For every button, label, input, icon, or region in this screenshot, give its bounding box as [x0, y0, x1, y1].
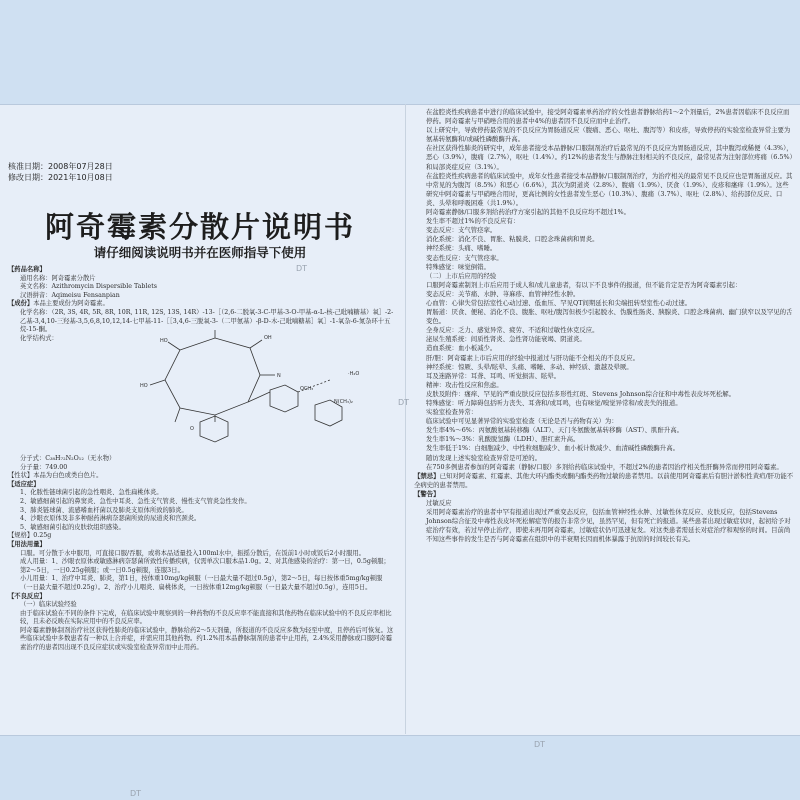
left-column-lower: [8, 455, 394, 653]
document-title: 阿奇霉素分散片说明书: [44, 210, 355, 244]
right-para-28: 发生率4%～6%：丙氨酸氨基转移酶（ALT）、天门冬氨酸氨基转移酶（AST）、肌酐升高。: [426, 426, 684, 435]
right-para-11: 特殊感觉：味觉倒错。: [426, 262, 490, 271]
section-warnings: 【警告】: [414, 489, 440, 498]
section-contraindications: 【禁忌】: [414, 471, 440, 480]
watermark: DT: [398, 398, 410, 407]
right-para-23: 精神：攻击性反应和焦虑。: [426, 380, 503, 389]
right-para-4: 在盆腔炎性疾病患者的临床试验中，成年女性患者接受本品静脉/口服制剂治疗，为治疗相关的最常见不良反应也是胃肠道反应。其中常见的为腹泻（8.5%）和恶心（6.6%），其次为阴道炎（2.8%）、腹痛（1.9%）、厌食（1.9%）、皮疹和瘙痒（1.9%）。这些研究中阿奇霉素与甲硝唑合用时，更高比例的女性患者发生恶心（10.3%）、腹痛（3.7%）、呕吐（2.8%）、给药部位反应、口炎、头晕和呼吸困难（共1.9%）。: [426, 171, 793, 207]
right-para-31: 随访发现上述实验室检查异常是可逆的。: [426, 453, 542, 462]
molecular-formula: 分子式：C₃₈H₇₂N₂O₁₂（无水物）: [20, 455, 116, 462]
right-para-10: 变态性反应：支气管痉挛。: [426, 253, 503, 262]
document-dates: [8, 161, 113, 183]
approval-date: 核准日期：2008年07月28日: [8, 162, 113, 171]
usage-1: 口服。可分散于水中服用，可直接口服/吞服，或将本品适量投入100ml水中，振摇分散后，在饭前1小时或饭后2小时服用。: [20, 549, 365, 557]
indication-4: 4、沙眼衣原体及非多种耐药淋病奈瑟菌所致的尿道炎和宫颈炎。: [20, 515, 201, 523]
adverse-3: 阿奇霉素静脉制剂治疗社区获得性肺炎的临床试验中，静脉给药2～5天剂量，所报道的不良反应多数为轻至中度，且停药后可恢复。这些临床试验中多数患者有一种以上合并症，并需应用其他药物。约1.2%用本品静脉制剂的患者中止用药，2.4%采用静脉或口服阿奇霉素治疗的患者因出现不良反应症状或实验室检查异常而中止用药。: [20, 626, 394, 652]
right-para-15: 心血管：心律失常包括室性心动过速、低血压、罕见QT间期延长和尖端扭转型室性心动过速。: [426, 298, 692, 307]
fold-line: [405, 104, 406, 734]
molecular-weight: 分子量：749.00: [20, 463, 68, 471]
warning-2: 采用阿奇霉素治疗的患者中罕有报道出现过严重变态反应，包括血管神经性水肿、过敏性休克反应、皮肤反应，包括Stevens Johnson综合征及中毒性表皮坏死松解症等的报告非常少见，虽然罕见，但有死亡的报道。某些患者出现过敏症状时，起初给予对症治疗有效，若过早停止治疗，即使未再用阿奇霉素，过敏症状仍可迅速复发。对这类患者需延长对症治疗和观察的时间。目前尚不知这些事件的发生是否与阿奇霉素在组织中的半衰期长因而机体暴露于抗原的时间较长有关。: [426, 508, 791, 544]
chemical-name: 化学名称：（2R, 3S, 4R, 5R, 8R, 10R, 11R, 12S, 13S, 14R）-13-［（2,6-二脱氧-3-C-甲基-3-O-甲基-α-L-核-己吡喃糖基）氧］-2-乙基-3,4,10-三羟基-3,5,6,8,10,12,14-七甲基-11-［［3,4,6-三脱氧-3-（二甲氨基）-β-D-木-己吡喃糖基］氧］-1-氧杂-6-氮杂环十五烷-15-酮。: [20, 308, 394, 334]
right-para-25: 特殊感觉：听力障碍包括听力丧失、耳聋和/或耳鸣，也有味觉/嗅觉异常和/或丧失的报道。: [426, 399, 682, 407]
indication-1: 1、化脓性链球菌引起的急性咽炎、急性扁桃体炎。: [20, 489, 163, 497]
right-para-26: 实验室检查异常：: [426, 408, 478, 417]
right-column: [414, 108, 794, 545]
right-para-24: 皮肤及附件：瘙痒、罕见的严重皮肤反应包括多形性红斑、Stevens Johnson综合征和中毒性表皮坏死松解。: [426, 389, 736, 398]
right-para-7: 变态反应：支气管痉挛。: [426, 226, 497, 235]
right-para-1: 在盆腔炎性疾病患者中进行的临床试验中，接受阿奇霉素单药治疗的女性患者静脉给药1～2个剂量后，2%患者因临床不良反应而停药。阿奇霉素与甲硝唑合用的患者中4%的患者因不良反应而中止治疗。: [426, 108, 790, 126]
contraindications-text: 已知对阿奇霉素、红霉素、其他大环内酯类或酮内酯类药物过敏的患者禁用。以前使用阿奇霉素后有胆汁淤积性黄疸/肝功能不全病史的患者禁用。: [414, 471, 794, 489]
usage-3: 小儿用量：1、治疗中耳炎、肺炎，第1日，按体重10mg/kg顿服（一日最大量不超过0.5g），第2～5日，每日按体重5mg/kg顿服（一日最大量不超过0.25g）。2、治疗小儿咽炎、扁桃体炎，一日按体重12mg/kg顿服（一日最大量不超过0.5g），连用5日。: [20, 575, 383, 591]
svg-text:O: O: [190, 426, 194, 432]
adverse-2: 由于临床试验在不同的条件下完成，在临床试验中观察到的一种药物的不良反应率不能直接和其他药物在临床试验中的不良反应率相比较，且未必反映在实际应用中的不良反应率。: [20, 609, 392, 626]
section-drug-name: 【药品名称】: [8, 266, 46, 273]
document-subtitle: 请仔细阅读说明书并在医师指导下使用: [93, 245, 307, 260]
right-para-14: 变态反应：关节痛、水肿、荨麻疹、血管神经性水肿。: [426, 289, 580, 298]
svg-text:HO: HO: [140, 383, 148, 389]
indication-5: 5、敏感细菌引起的皮肤软组织感染。: [20, 523, 125, 531]
structure-label: 化学结构式：: [20, 334, 58, 342]
water-label: ·H₂O: [348, 371, 360, 377]
right-para-27: 临床试验中可见显著异常的实验室检查（无论是否与药物有关）为：: [426, 417, 618, 426]
watermark: DT: [296, 264, 308, 273]
revision-date: 修改日期：2021年10月08日: [8, 173, 113, 182]
pinyin-name: 汉语拼音：Aqimeisu Fensanpian: [20, 291, 120, 299]
english-name: 英文名称：Azithromycin Dispersible Tablets: [20, 283, 157, 291]
svg-text:N(CH₃)₂: N(CH₃)₂: [334, 399, 353, 405]
svg-text:OH: OH: [264, 335, 272, 341]
right-para-17: 全身反应：乏力、感觉异常、疲劳、不适和过敏性休克反应。: [426, 326, 599, 335]
ingredients-line: 本品主要成份为阿奇霉素。: [33, 300, 109, 308]
right-para-30: 发生率低于1%：白细胞减少、中性粒细胞减少、血小板计数减少、血清碱性磷酸酶升高。: [426, 444, 679, 453]
right-para-5: 阿奇霉素静脉/口服多剂给药治疗方案引起的其他不良反应均不超过1%。: [426, 208, 631, 217]
right-para-32: 在750多例患者参加的阿奇霉素（静脉/口服）多剂给药临床试验中，不超过2%的患者因治疗相关性肝酶异常而停用阿奇霉素。: [426, 462, 783, 471]
right-para-13: 口服阿奇霉素制剂上市后应用于成人和/或儿童患者，有以下不良事件的报道，但不能肯定是否为阿奇霉素引起：: [426, 280, 742, 289]
watermark: DT: [130, 789, 142, 798]
right-para-12: （二）上市后应用的经验: [426, 271, 497, 280]
right-para-8: 消化系统：消化不良、胃胀、粘膜炎、口腔念珠菌病和胃炎。: [426, 235, 599, 244]
right-para-6: 发生率不超过1%的不良反应有：: [426, 217, 520, 226]
svg-text:OCH₃: OCH₃: [300, 386, 314, 392]
watermark: DT: [534, 740, 546, 749]
indication-3: 3、肺炎链球菌、流感嗜血杆菌以及肺炎支原体所致的肺炎。: [20, 506, 188, 514]
right-para-22: 耳及迷路异常：耳聋、耳鸣、听觉损害、眩晕。: [426, 371, 561, 380]
section-ingredients: 【成份】: [8, 300, 34, 308]
right-para-20: 肝/胆：阿奇霉素上市后应用的经验中报道过与肝功能不全相关的不良反应。: [426, 353, 640, 362]
right-para-29: 发生率1%～3%：乳酸脱氢酶（LDH）、胆红素升高。: [426, 435, 580, 444]
svg-text:N: N: [277, 373, 281, 379]
right-para-18: 泌尿生殖系统：间质性肾炎、急性肾功能衰竭、阴道炎。: [426, 335, 586, 344]
adverse-1: （一）临床试验经验: [20, 601, 77, 609]
specification: 【规格】0.25g: [8, 532, 52, 540]
right-para-16: 胃肠道：厌食、便秘、消化不良、腹胀、呕吐/腹泻但极少引起脱水、伪膜性肠炎、胰腺炎、口腔念珠菌病、幽门狭窄以及罕见的舌变色。: [426, 308, 793, 326]
svg-text:HO: HO: [160, 338, 168, 344]
right-para-9: 神经系统：头痛、嗜睡。: [426, 244, 497, 253]
generic-name: 通用名称：阿奇霉素分散片: [20, 274, 96, 282]
description: 【性状】本品为白色或类白色片。: [8, 472, 103, 480]
section-indications: 【适应症】: [8, 480, 40, 488]
indication-2: 2、敏感细菌引起的鼻窦炎、急性中耳炎、急性支气管炎、慢性支气管炎急性发作。: [20, 497, 251, 505]
right-para-21: 神经系统：惊厥、头晕/眩晕、头痛、嗜睡、多动、神经质、激越及晕厥。: [426, 362, 633, 371]
right-para-3: 在社区获得性肺炎的研究中，成年患者接受本品静脉/口服制剂治疗后最常见的不良反应为胃肠道反应，其中腹泻或稀便（4.3%），恶心（3.9%），腹痛（2.7%），呕吐（1.4%）。约12%的患者发生与静脉注射相关的不良反应，最常见者为注射部位疼痛（6.5%）和局部炎症反应（3.1%）。: [426, 144, 793, 171]
right-para-19: 造血系统：血小板减少。: [426, 344, 497, 353]
section-usage: 【用法用量】: [8, 540, 46, 548]
chemical-structure-diagram: [120, 330, 370, 450]
section-adverse: 【不良反应】: [8, 592, 46, 600]
warning-1: 过敏反应: [426, 499, 452, 508]
usage-2: 成人用量：1、沙眼衣原体或敏感淋病奈瑟菌所致性传播疾病，仅需单次口服本品1.0g。2、对其他感染的治疗：第一日，0.5g顿服；第2～5日，一日0.25g顿服；或一日0.5g顿服，连服3日。: [20, 558, 390, 574]
right-para-2: 以上研究中，导致停药最常见的不良反应为胃肠道反应（腹痛、恶心、呕吐、腹泻等）和皮疹，导致停药的实验室检查异常主要为氨基转氨酶和/或碱性磷酸酶升高。: [426, 126, 791, 144]
